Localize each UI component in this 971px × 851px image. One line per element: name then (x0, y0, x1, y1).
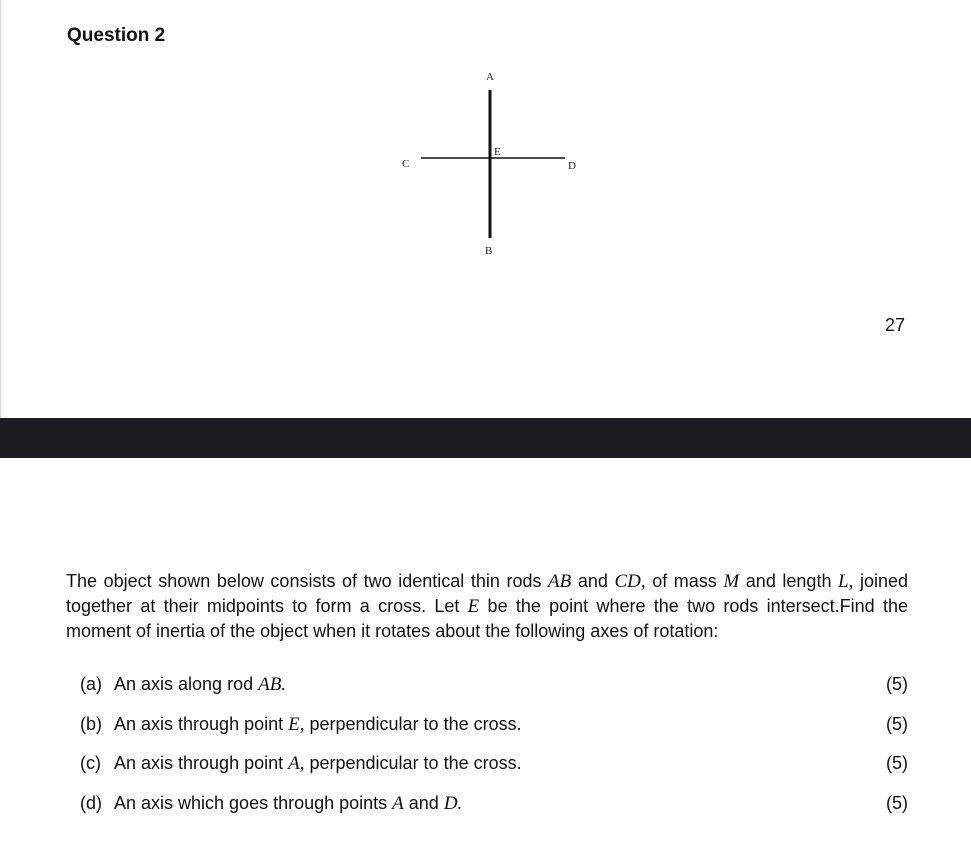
question-title: Question 2 (67, 25, 166, 46)
question-part (80, 790, 908, 830)
label-d: D (568, 160, 576, 172)
part-text: An axis through point E, perpendicular to the cross. (114, 713, 522, 735)
part-text: An axis which goes through points A and D. (114, 792, 463, 814)
part-label: (c) (80, 753, 101, 773)
upper-page (0, 0, 971, 418)
question-part (80, 671, 908, 711)
part-marks: (5) (886, 753, 908, 773)
part-text: An axis through point A, perpendicular to the cross. (114, 753, 522, 774)
page-number: 27 (885, 315, 906, 335)
part-label: (d) (80, 792, 102, 813)
part-label: (b) (80, 713, 102, 734)
label-e: E (494, 146, 501, 158)
part-marks: (5) (886, 674, 908, 694)
cross-rods-diagram (381, 60, 601, 270)
question-part (80, 750, 908, 790)
question-parts (80, 671, 908, 829)
label-b: B (485, 245, 493, 257)
part-marks: (5) (886, 713, 908, 734)
part-marks: (5) (886, 792, 908, 813)
part-label: (a) (80, 674, 102, 694)
part-text: An axis along rod AB. (114, 674, 287, 695)
question-part (80, 711, 908, 751)
page-separator (0, 418, 971, 458)
label-c: C (402, 158, 410, 170)
label-a: A (486, 71, 494, 83)
problem-statement: The object shown below consists of two identical thin rods AB and CD, of mass M and length L, joined together at their midpoints to form a cross. Let E be the point where the two rods intersect.Find the moment of inertia of the object when it rotates about the following axes of rotation: (66, 571, 908, 641)
